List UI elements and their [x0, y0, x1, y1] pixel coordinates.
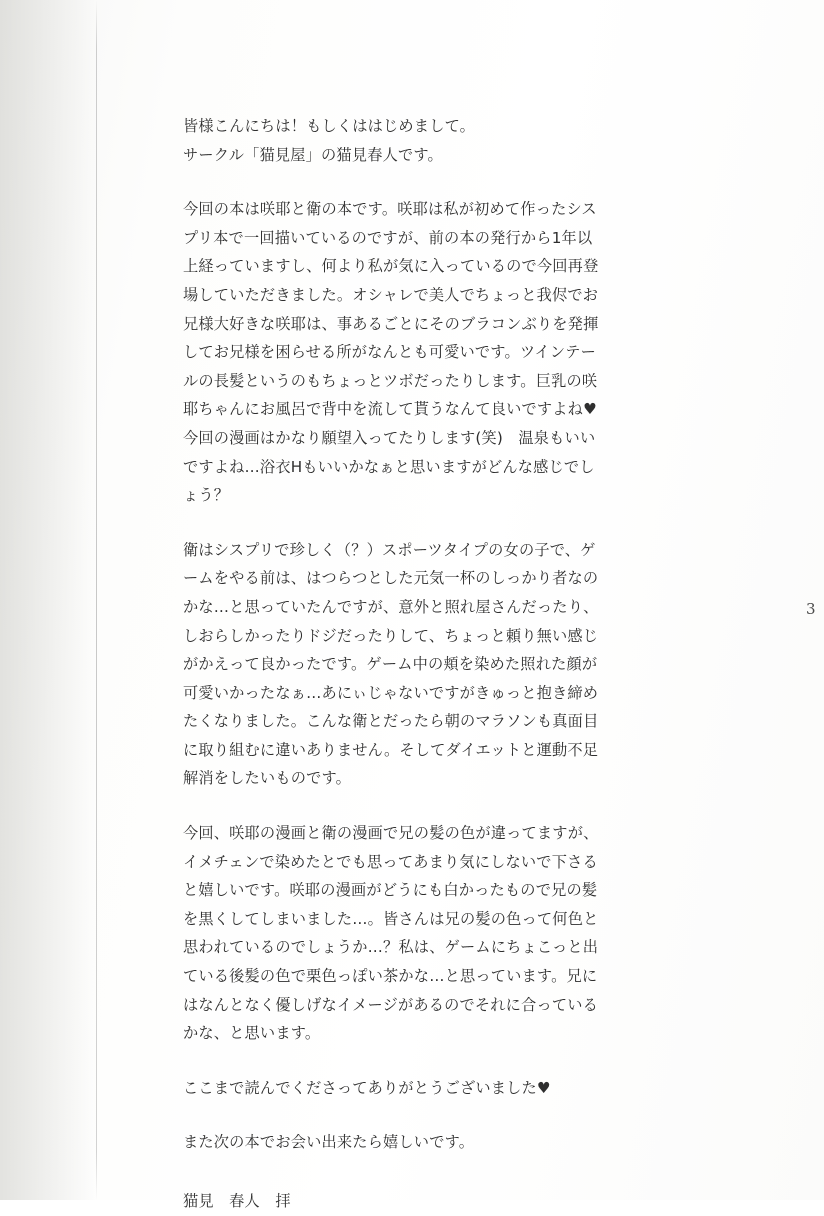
closing-line-1: ここまで読んでくださってありがとうございました♥	[183, 1078, 551, 1097]
greeting-line-2: サークル「猫見屋」の猫見春人です。	[183, 145, 443, 164]
page-number: 3	[806, 600, 816, 618]
afterword-text-block	[183, 112, 603, 1216]
page-fold-shadow	[0, 0, 96, 1200]
page-fold-line	[96, 0, 97, 1200]
closing-line-2: また次の本でお会い出来たら嬉しいです。	[183, 1133, 475, 1152]
author-signature: 猫見 春人 拝	[183, 1192, 291, 1210]
paragraph-3: 今回、咲耶の漫画と衛の漫画で兄の髪の色が違ってますが、イメチェンで染めたとでも思ってあまり気にしないで下さると嬉しいです。咲耶の漫画がどうにも白かったもので兄の髪を黒くしてしまいました…。皆さんは兄の髪の色って何色と思われているのでしょうか…？私は、ゲームにちょこっと出ている後髪の色で栗色っぽい茶かな…と思っています。兄にはなんとなく優しげなイメージがあるのでそれに合っているかな、と思います。	[183, 824, 599, 1043]
paragraph-1: 今回の本は咲耶と衛の本です。咲耶は私が初めて作ったシスプリ本で一回描いているのですが、前の本の発行から1年以上経っていますし、何より私が気に入っているので今回再登場していただきました。オシャレで美人でちょっと我侭でお兄様大好きな咲耶は、事あるごとにそのブラコンぶりを発揮してお兄様を困らせる所がなんとも可愛いです。ツインテールの長髪というのもちょっとツボだったりします。巨乳の咲耶ちゃんにお風呂で背中を流して貰うなんて良いですよね♥ 今回の漫画はかなり願望入ってたりします(笑) 温泉もいいですよね…浴衣Hもいいかなぁと思いますがどんな感じでしょう？	[183, 200, 599, 505]
greeting-line-1: 皆様こんにちは！もしくははじめまして。	[183, 117, 476, 135]
paragraph-2: 衛はシスプリで珍しく（？）スポーツタイプの女の子で、ゲームをやる前は、はつらつとした元気一杯のしっかり者なのかな…と思っていたんですが、意外と照れ屋さんだったり、しおらしかったりドジだったりして、ちょっと頼り無い感じがかえって良かったです。ゲーム中の頬を染めた照れた顔が可愛いかったなぁ…あにぃじゃないですがきゅっと抱き締めたくなりました。こんな衛とだったら朝のマラソンも真面目に取り組むに違いありません。そしてダイエットと運動不足解消をしたいものです。	[183, 540, 599, 788]
